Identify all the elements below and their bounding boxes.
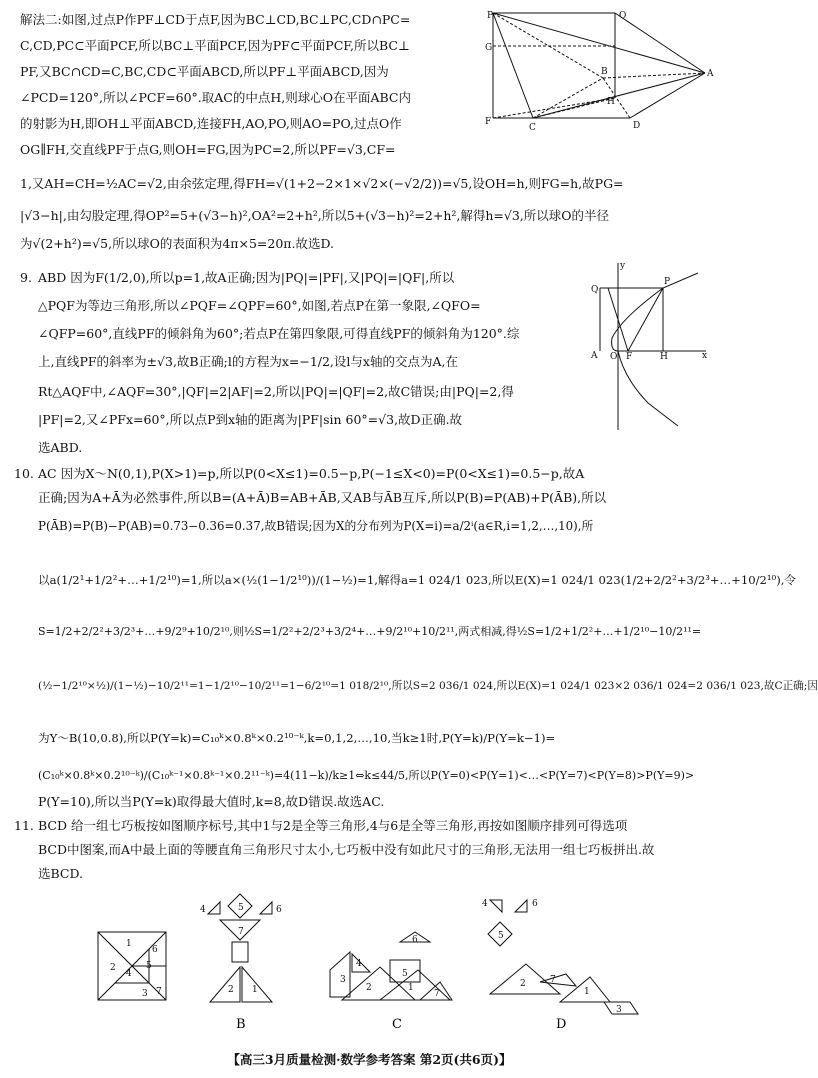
- sol8-line-4: ∠PCD=120°,所以∠PCF=60°.取AC的中点H,则球心O在平面ABC内: [20, 90, 411, 105]
- svg-text:3: 3: [142, 989, 148, 999]
- svg-text:P: P: [664, 277, 671, 287]
- sol8-line-6: OG∥FH,交直线PF于点G,则OH=FG,因为PC=2,所以PF=√3,CF=: [20, 142, 396, 157]
- svg-text:3: 3: [616, 1005, 622, 1015]
- q10-line-2: 正确;因为A+Ā为必然事件,所以B=(A+Ā)B=AB+ĀB,又AB与ĀB互斥,所以P(B)=P(AB)+P(ĀB),所以: [38, 490, 607, 505]
- svg-text:3: 3: [340, 975, 346, 985]
- svg-text:C: C: [529, 123, 536, 133]
- svg-text:7: 7: [238, 927, 244, 937]
- q10-line-1: AC 因为X～N(0,1),P(X>1)=p,所以P(0<X≤1)=0.5−p,P(−1≤X<0)=P(0<X≤1)=0.5−p,故A: [38, 466, 585, 481]
- svg-text:A: A: [707, 69, 714, 79]
- svg-text:O: O: [610, 352, 618, 362]
- svg-text:A: A: [591, 351, 598, 361]
- q9-line-2: △PQF为等边三角形,所以∠PQF=∠QPF=60°,如图,若点P在第一象限,∠QFO=: [38, 298, 481, 313]
- q10-line-4: 以a(1/2¹+1/2²+…+1/2¹⁰)=1,所以a×(½(1−1/2¹⁰))/(1−½)=1,解得a=1 024/1 023,所以E(X)=1 024/1 023(1/2+2/2²+3/2³+…+10/2¹⁰),令: [38, 573, 796, 587]
- sol8-line-7: 1,又AH=CH=½AC=√2,由余弦定理,得FH=√(1+2−2×1×√2×(−√2/2))=√5,设OH=h,则FG=h,故PG=: [20, 176, 624, 191]
- svg-text:6: 6: [276, 905, 282, 915]
- svg-text:F: F: [485, 117, 492, 127]
- q10-line-9: P(Y=10),所以当P(Y=k)取得最大值时,k=8,故D错误.故选AC.: [38, 794, 385, 809]
- svg-text:4: 4: [356, 959, 362, 969]
- q9-line-7: 选ABD.: [38, 440, 83, 455]
- q9-line-3: ∠QFP=60°,直线PF的倾斜角为60°;若点P在第四象限,可得直线PF的倾斜角为120°.综: [38, 326, 520, 341]
- svg-text:H: H: [607, 97, 615, 107]
- svg-text:5: 5: [146, 961, 152, 971]
- svg-text:P: P: [487, 11, 494, 21]
- sol8-line-9: 为√(2+h²)=√5,所以球O的表面积为4π×5=20π.故选D.: [20, 236, 335, 251]
- svg-text:7: 7: [550, 975, 556, 985]
- sol8-line-5: 的射影为H,即OH⊥平面ABCD,连接FH,AO,PO,则AO=PO,过点O作: [20, 116, 402, 131]
- svg-text:4: 4: [200, 905, 206, 915]
- svg-text:D: D: [633, 121, 641, 131]
- q11-line-2: BCD中图案,而A中最上面的等腰直角三角形尺寸太小,七巧板中没有如此尺寸的三角形,无法用一组七巧板拼出.故: [38, 842, 655, 857]
- svg-text:F: F: [626, 352, 633, 362]
- q10-line-7: 为Y～B(10,0.8),所以P(Y=k)=C₁₀ᵏ×0.8ᵏ×0.2¹⁰⁻ᵏ,k=0,1,2,…,10,当k≥1时,P(Y=k)/P(Y=k−1)=: [38, 731, 556, 745]
- svg-text:1: 1: [126, 939, 132, 949]
- page-footer: 【高三3月质量检测·数学参考答案 第2页(共6页)】: [227, 1052, 512, 1067]
- parabola-figure: [588, 258, 708, 433]
- q11-line-3: 选BCD.: [38, 866, 84, 881]
- svg-text:1: 1: [408, 983, 414, 993]
- q10-line-3: P(ĀB)=P(B)−P(AB)=0.73−0.36=0.37,故B错误;因为X的分布列为P(X=i)=a/2ⁱ(a∈R,i=1,2,…,10),所: [38, 519, 594, 533]
- svg-text:4: 4: [126, 969, 132, 979]
- sol8-line-2: C,CD,PC⊂平面PCF,所以BC⊥平面PCF,因为PF⊂平面PCF,所以BC⊥: [20, 38, 410, 53]
- svg-text:5: 5: [238, 903, 244, 913]
- q10-line-6: (½−1/2¹⁰×½)/(1−½)−10/2¹¹=1−1/2¹⁰−10/2¹¹=1−6/2¹⁰=1 018/2¹⁰,所以S=2 036/1 024,所以E(X)=1 024/1 023×2 036/1 024=2 036/1 023,故C正确;因: [38, 680, 818, 692]
- svg-text:y: y: [620, 261, 626, 271]
- fig-label-c: C: [392, 1017, 402, 1032]
- svg-text:x: x: [702, 351, 708, 361]
- svg-text:2: 2: [110, 963, 116, 973]
- sol8-line-8: |√3−h|,由勾股定理,得OP²=5+(√3−h)²,OA²=2+h²,所以5+(√3−h)²=2+h²,解得h=√3,所以球O的半径: [20, 208, 610, 223]
- q9-line-5: Rt△AQF中,∠AQF=30°,|QF|=2|AF|=2,所以|PQ|=|QF|=2,故C错误;由|PQ|=2,得: [38, 384, 514, 399]
- svg-text:H: H: [660, 352, 668, 362]
- q9-line-6: |PF|=2,又∠PFx=60°,所以点P到x轴的距离为|PF|sin 60°=√3,故D正确.故: [38, 412, 463, 427]
- svg-text:5: 5: [498, 931, 504, 941]
- svg-text:O: O: [619, 11, 627, 21]
- q9-line-4: 上,直线PF的斜率为±√3,故B正确;l的方程为x=−1/2,设l与x轴的交点为A,在: [38, 354, 458, 369]
- svg-text:2: 2: [520, 979, 526, 989]
- svg-text:2: 2: [228, 985, 234, 995]
- svg-text:G: G: [485, 43, 493, 53]
- svg-text:1: 1: [252, 985, 258, 995]
- q9-line-1: ABD 因为F(1/2,0),所以p=1,故A正确;因为|PQ|=|PF|,又|PQ|=|QF|,所以: [38, 270, 455, 285]
- fig-label-d: D: [556, 1017, 567, 1032]
- q11-line-1: BCD 给一组七巧板按如图顺序标号,其中1与2是全等三角形,4与6是全等三角形,再按如图顺序排列可得选项: [38, 818, 628, 833]
- svg-text:7: 7: [434, 989, 440, 999]
- q10-number: 10.: [14, 466, 34, 481]
- svg-text:2: 2: [366, 983, 372, 993]
- svg-text:1: 1: [584, 987, 590, 997]
- svg-text:6: 6: [152, 945, 158, 955]
- svg-text:Q: Q: [591, 285, 599, 295]
- fig-label-b: B: [236, 1017, 246, 1032]
- tangram-figure: [90, 882, 650, 1032]
- sol8-line-3: PF,又BC∩CD=C,BC,CD⊂平面ABCD,所以PF⊥平面ABCD,因为: [20, 64, 389, 79]
- q11-number: 11.: [14, 818, 34, 833]
- svg-text:B: B: [601, 67, 608, 77]
- svg-text:7: 7: [156, 987, 162, 997]
- sol8-line-1: 解法二:如图,过点P作PF⊥CD于点F,因为BC⊥CD,BC⊥PC,CD∩PC=: [20, 12, 411, 27]
- svg-text:6: 6: [532, 899, 538, 909]
- q10-line-5: S=1/2+2/2²+3/2³+…+9/2⁹+10/2¹⁰,则½S=1/2²+2/2³+3/2⁴+…+9/2¹⁰+10/2¹¹,两式相减,得½S=1/2+1/2²+…+1/2¹⁰−10/2¹¹=: [38, 625, 702, 638]
- svg-text:6: 6: [412, 935, 418, 945]
- pyramid-figure: [485, 8, 715, 138]
- svg-text:4: 4: [482, 899, 488, 909]
- q10-line-8: (C₁₀ᵏ×0.8ᵏ×0.2¹⁰⁻ᵏ)/(C₁₀ᵏ⁻¹×0.8ᵏ⁻¹×0.2¹¹⁻ᵏ)=4(11−k)/k≥1⇔k≤44/5,所以P(Y=0)<P(Y=1)<…<P(Y=7)<P(Y=8)>P(Y=9)>: [38, 769, 695, 782]
- q9-number: 9.: [20, 270, 32, 285]
- svg-text:5: 5: [402, 969, 408, 979]
